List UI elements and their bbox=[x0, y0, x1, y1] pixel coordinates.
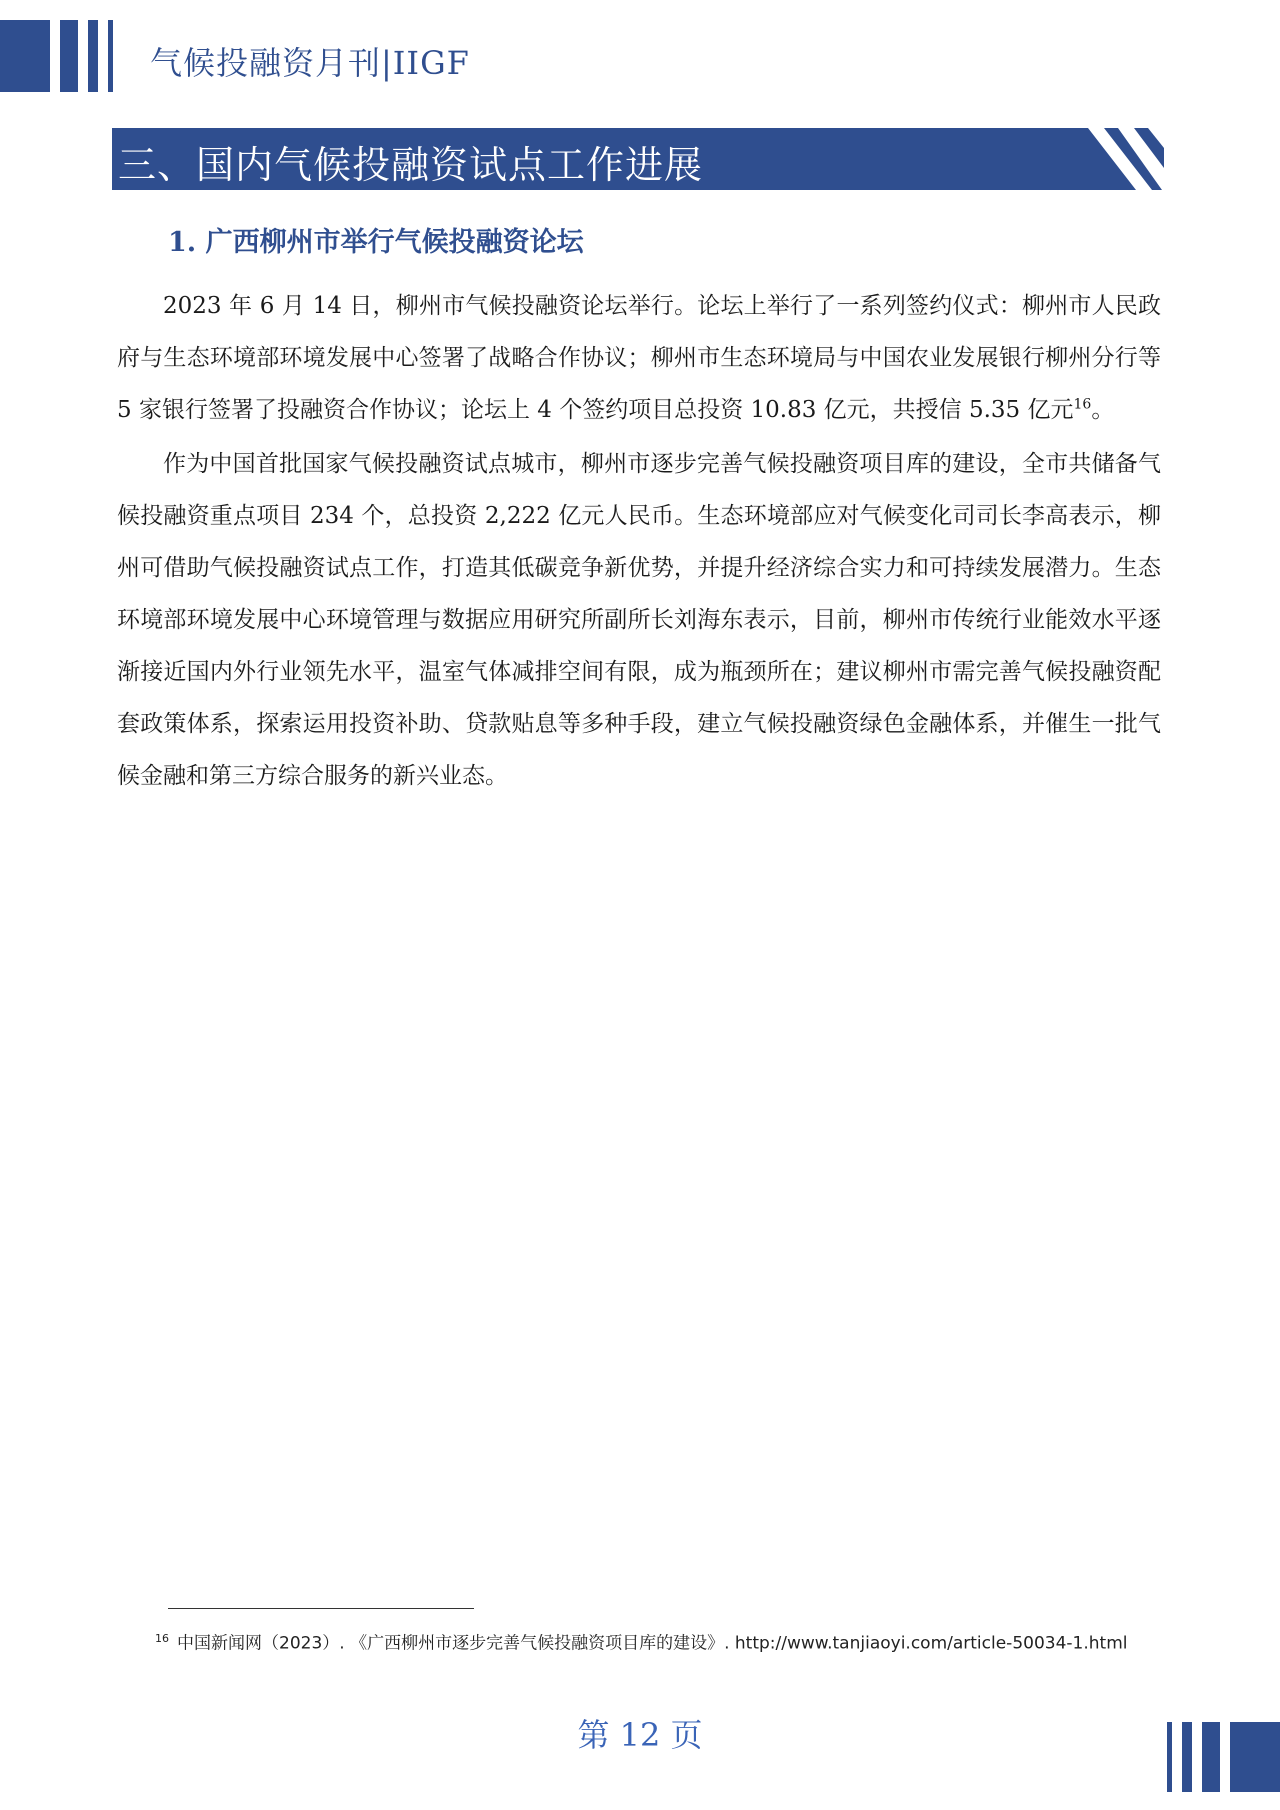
header-bar bbox=[0, 20, 50, 92]
footer-bar bbox=[1167, 1722, 1172, 1792]
paragraph-text: 2023 年 6 月 14 日，柳州市气候投融资论坛举行。论坛上举行了一系列签约仪式：柳州市人民政府与生态环境部环境发展中心签署了战略合作协议；柳州市生态环境局与中国农业发展银行柳州分行等 5 家银行签署了投融资合作协议；论坛上 4 个签约项目总投资 10.83 亿元，共授信 5.35 亿元 bbox=[117, 293, 1161, 423]
footer-decorative-bars bbox=[1157, 1722, 1280, 1792]
subsection-title: 1. 广西柳州市举行气候投融资论坛 bbox=[168, 227, 584, 258]
header-bar bbox=[108, 20, 113, 92]
footer-bar bbox=[1182, 1722, 1192, 1792]
paragraph-tail: 。 bbox=[1091, 397, 1115, 423]
section-title: 三、国内气候投融资试点工作进展 bbox=[118, 143, 704, 187]
paragraph bbox=[117, 280, 1161, 436]
footnote bbox=[117, 1622, 1161, 1661]
header-decorative-bars bbox=[0, 20, 123, 92]
footnote-divider bbox=[168, 1608, 474, 1609]
paragraph-text: 作为中国首批国家气候投融资试点城市，柳州市逐步完善气候投融资项目库的建设，全市共储备气候投融资重点项目 234 个，总投资 2,222 亿元人民币。生态环境部应对气候变化司司长李高表示，柳州可借助气候投融资试点工作，打造其低碳竞争新优势，并提升经济综合实力和可持续发展潜力。生态环境部环境发展中心环境管理与数据应用研究所副所长刘海东表示，目前，柳州市传统行业能效水平逐渐接近国内外行业领先水平，温室气体减排空间有限，成为瓶颈所在；建议柳州市需完善气候投融资配套政策体系，探索运用投资补助、贷款贴息等多种手段，建立气候投融资绿色金融体系，并催生一批气候金融和第三方综合服务的新兴业态。 bbox=[117, 451, 1161, 789]
page-number: 第 12 页 bbox=[577, 1716, 703, 1754]
paragraph bbox=[117, 438, 1161, 802]
footnote-mark: 16 bbox=[155, 1632, 169, 1645]
header-bar bbox=[88, 20, 98, 92]
footnote-reference[interactable]: 16 bbox=[1073, 396, 1092, 413]
footer-bar bbox=[1202, 1722, 1220, 1792]
article-body bbox=[117, 280, 1161, 804]
magazine-title: 气候投融资月刊|IIGF bbox=[150, 44, 470, 82]
section-banner bbox=[112, 128, 1164, 190]
header-bar bbox=[60, 20, 78, 92]
banner-stripes-icon bbox=[1074, 128, 1164, 190]
footer-bar bbox=[1230, 1722, 1280, 1792]
footnote-text[interactable]: 中国新闻网（2023）. 《广西柳州市逐步完善气候投融资项目库的建设》. http://www.tanjiaoyi.com/article-50034-1.html bbox=[177, 1633, 1128, 1654]
